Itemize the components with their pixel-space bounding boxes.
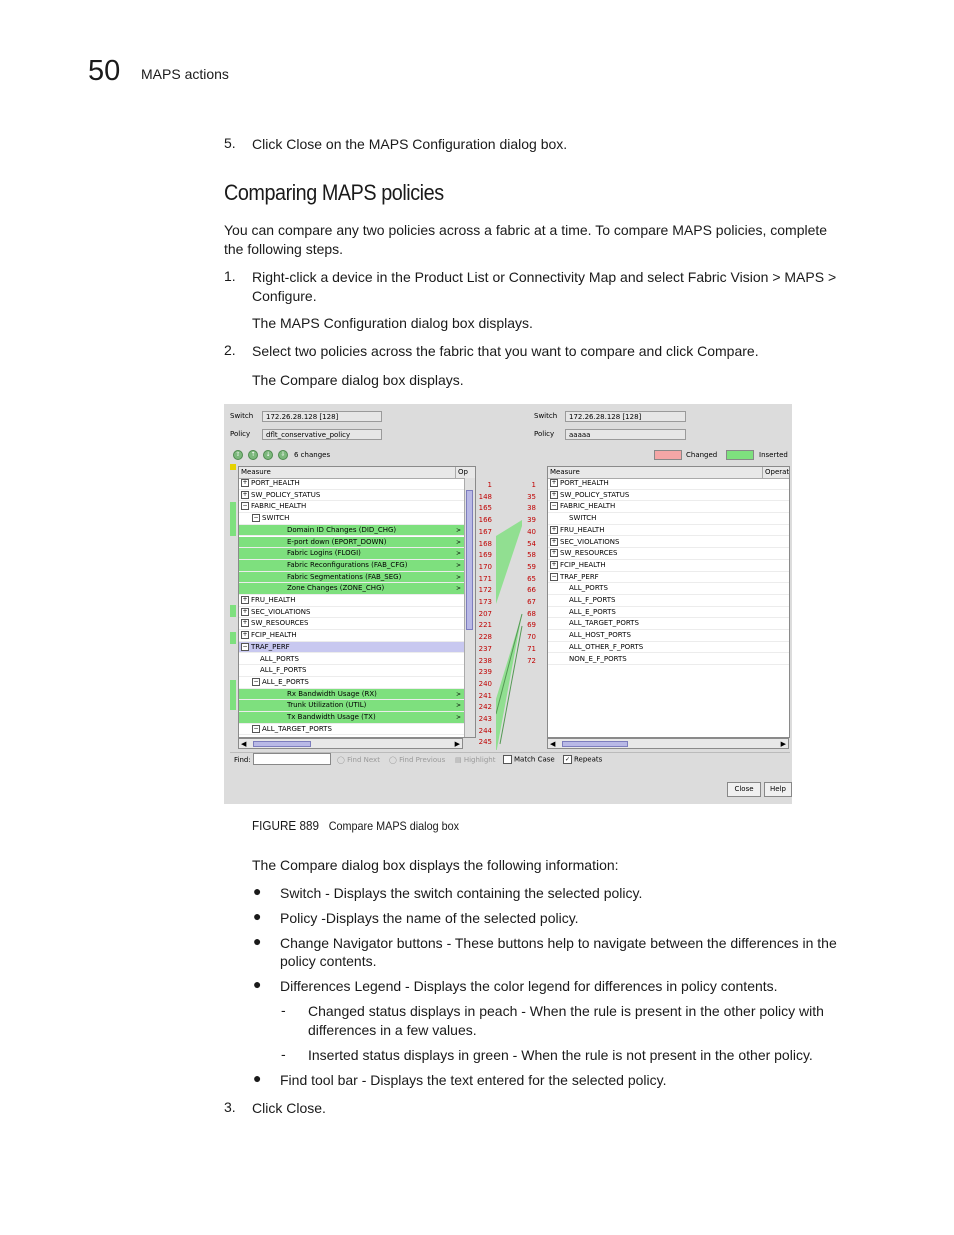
tree-row-label: ALL_HOST_PORTS bbox=[569, 631, 631, 640]
step-text: Click Close. bbox=[252, 1100, 326, 1116]
tree-row-label: ALL_F_PORTS bbox=[569, 596, 616, 604]
bullet-marker: ● bbox=[253, 1070, 262, 1086]
tree-row-label: Trunk Utilization (UTIL) bbox=[287, 701, 367, 710]
tree-row[interactable] bbox=[548, 618, 789, 630]
line-number: 148 bbox=[478, 492, 492, 501]
first-change-icon[interactable]: ⇧ bbox=[233, 450, 243, 460]
tree-row-label: FRU_HEALTH bbox=[251, 596, 296, 604]
tree-row-label: ALL_E_PORTS bbox=[569, 607, 616, 616]
line-number: 59 bbox=[527, 562, 536, 571]
scroll-thumb[interactable] bbox=[562, 741, 628, 747]
sub-bullet-item: Changed status displays in peach - When the rule is present in the other policy with bbox=[308, 1003, 824, 1019]
right-policy-field: aaaaa bbox=[565, 429, 686, 440]
find-input[interactable] bbox=[253, 753, 331, 765]
line-number: 170 bbox=[478, 562, 492, 571]
bullet-item: Differences Legend - Displays the color legend for differences in policy contents. bbox=[280, 978, 778, 994]
tree-row[interactable] bbox=[239, 689, 465, 701]
line-number: 238 bbox=[478, 656, 492, 665]
tree-row-label: E-port down (EPORT_DOWN) bbox=[287, 537, 387, 546]
tree-row-label: FCIP_HEALTH bbox=[251, 631, 297, 640]
row-arrow-icon: > bbox=[455, 702, 461, 710]
line-number: 40 bbox=[527, 527, 536, 536]
expand-icon[interactable]: + bbox=[242, 619, 248, 627]
tree-row[interactable] bbox=[548, 548, 789, 560]
tree-row[interactable] bbox=[239, 618, 465, 630]
bullet-item: Policy -Displays the name of the selected policy. bbox=[280, 910, 579, 926]
tree-row[interactable] bbox=[239, 677, 465, 689]
tree-row[interactable] bbox=[548, 537, 789, 549]
tree-row[interactable] bbox=[239, 665, 465, 677]
left-policy-field: dflt_conservative_policy bbox=[262, 429, 382, 440]
tree-row-label: Fabric Logins (FLOGI) bbox=[287, 549, 361, 558]
collapse-icon[interactable]: − bbox=[253, 677, 259, 685]
chapter-title: MAPS actions bbox=[141, 66, 229, 82]
row-arrow-icon: > bbox=[455, 585, 461, 593]
line-number: 72 bbox=[527, 656, 536, 665]
tree-row[interactable] bbox=[239, 654, 465, 666]
expand-icon[interactable]: + bbox=[551, 549, 557, 557]
scroll-left-icon[interactable]: ◀ bbox=[241, 740, 247, 748]
repeats-checkbox[interactable]: ✓ Repeats bbox=[564, 755, 603, 764]
figure-caption: FIGURE 889 Compare MAPS dialog box bbox=[252, 818, 460, 833]
find-previous-button[interactable]: ◯ Find Previous bbox=[389, 756, 446, 764]
tree-row-label: TRAF_PERF bbox=[560, 572, 599, 581]
tree-row-label: PORT_HEALTH bbox=[560, 479, 609, 487]
line-number: 237 bbox=[478, 644, 492, 653]
sub-bullet-item: Inserted status displays in green - When the rule is not present in the other policy. bbox=[308, 1047, 813, 1063]
tree-row-label: NON_E_F_PORTS bbox=[569, 654, 627, 663]
operator-column-header[interactable]: Operat bbox=[762, 467, 789, 478]
step-text: Click Close on the MAPS Configuration dialog box. bbox=[252, 136, 568, 152]
collapse-icon[interactable]: − bbox=[242, 642, 248, 650]
inserted-legend-swatch bbox=[726, 450, 754, 460]
tree-row[interactable] bbox=[239, 712, 465, 724]
row-arrow-icon: > bbox=[455, 526, 461, 534]
scroll-left-icon[interactable]: ◀ bbox=[550, 740, 556, 748]
match-case-checkbox[interactable]: Match Case bbox=[503, 755, 555, 764]
bullet-item: Switch - Displays the switch containing the selected policy. bbox=[280, 885, 643, 901]
line-number: 66 bbox=[527, 586, 536, 595]
tree-row-label: FABRIC_HEALTH bbox=[560, 502, 616, 511]
sub-bullet-item-cont: differences in a few values. bbox=[308, 1022, 477, 1038]
right-horizontal-scrollbar[interactable] bbox=[547, 738, 789, 749]
gutter-marker bbox=[230, 632, 236, 644]
tree-row[interactable] bbox=[548, 583, 789, 595]
bullet-marker: ● bbox=[253, 883, 262, 899]
row-arrow-icon: > bbox=[455, 538, 461, 546]
tree-row[interactable] bbox=[548, 630, 789, 642]
line-number: 166 bbox=[478, 516, 492, 525]
line-number: 239 bbox=[478, 668, 492, 677]
next-change-icon[interactable]: ↓ bbox=[263, 450, 273, 460]
line-number: 70 bbox=[527, 633, 536, 642]
row-arrow-icon: > bbox=[455, 561, 461, 569]
gutter-marker bbox=[230, 464, 236, 470]
tree-row[interactable] bbox=[239, 607, 465, 619]
right-policy-tree[interactable] bbox=[547, 466, 790, 738]
bullet-marker: ● bbox=[253, 908, 262, 924]
tree-row[interactable] bbox=[548, 572, 789, 584]
tree-row-label: Domain ID Changes (DID_CHG) bbox=[287, 525, 397, 534]
tree-row[interactable] bbox=[548, 560, 789, 572]
tree-row[interactable] bbox=[239, 501, 465, 513]
previous-change-icon[interactable]: ↑ bbox=[248, 450, 258, 460]
left-horizontal-scrollbar[interactable] bbox=[238, 738, 463, 749]
tree-row[interactable] bbox=[239, 595, 465, 607]
expand-icon[interactable]: + bbox=[551, 490, 557, 498]
expand-icon[interactable]: + bbox=[551, 537, 557, 545]
tree-row-label: Rx Bandwidth Usage (RX) bbox=[287, 689, 377, 698]
collapse-icon[interactable]: − bbox=[253, 514, 259, 522]
line-number: 228 bbox=[478, 633, 492, 642]
row-arrow-icon: > bbox=[455, 690, 461, 698]
right-switch-label: Switch bbox=[534, 412, 558, 420]
tree-row[interactable] bbox=[548, 478, 789, 490]
tree-row-label: SW_RESOURCES bbox=[251, 619, 309, 628]
step-number: 2. bbox=[224, 342, 236, 358]
find-label: Find: bbox=[234, 756, 251, 764]
tree-row[interactable] bbox=[239, 560, 465, 572]
row-arrow-icon: > bbox=[455, 714, 461, 721]
measure-column-header[interactable]: Measure bbox=[550, 468, 580, 476]
compare-dialog-screenshot bbox=[224, 404, 792, 804]
bullet-marker: ● bbox=[253, 933, 262, 949]
line-number: 67 bbox=[527, 598, 536, 606]
close-button[interactable]: Close bbox=[727, 782, 761, 797]
line-number: 35 bbox=[527, 492, 536, 501]
tree-row[interactable] bbox=[239, 548, 465, 560]
sub-bullet-marker: - bbox=[281, 1002, 286, 1018]
diff-connectors bbox=[496, 514, 526, 750]
line-number: 243 bbox=[478, 715, 492, 723]
section-title: Comparing MAPS policies bbox=[224, 180, 444, 205]
scroll-right-icon[interactable]: ▶ bbox=[780, 740, 786, 748]
line-number: 54 bbox=[527, 539, 536, 548]
scroll-thumb[interactable] bbox=[466, 490, 473, 630]
tree-row-label: TRAF_PERF bbox=[251, 642, 290, 651]
collapse-icon[interactable]: − bbox=[551, 502, 557, 510]
line-number: 207 bbox=[478, 609, 492, 618]
line-number: 39 bbox=[527, 516, 536, 525]
tree-row[interactable] bbox=[239, 537, 465, 549]
expand-icon[interactable]: + bbox=[551, 479, 557, 486]
changed-legend-label: Changed bbox=[686, 451, 718, 459]
tree-row[interactable] bbox=[548, 490, 789, 502]
tree-row-label: ALL_E_PORTS bbox=[262, 677, 309, 686]
expand-icon[interactable]: + bbox=[242, 490, 248, 498]
line-number: 168 bbox=[478, 539, 492, 548]
tree-row[interactable] bbox=[239, 700, 465, 712]
tree-row[interactable] bbox=[239, 724, 465, 736]
tree-row[interactable] bbox=[239, 583, 465, 595]
tree-row-label: FABRIC_HEALTH bbox=[251, 502, 307, 511]
gutter-marker bbox=[230, 680, 236, 710]
line-number: 38 bbox=[527, 504, 536, 513]
tree-row[interactable] bbox=[239, 572, 465, 584]
tree-row-label: ALL_F_PORTS bbox=[260, 666, 307, 675]
tree-row[interactable] bbox=[548, 642, 789, 654]
expand-icon[interactable]: + bbox=[242, 479, 248, 486]
row-arrow-icon: > bbox=[455, 550, 461, 558]
line-number: 241 bbox=[478, 691, 492, 700]
tree-row-label: ALL_PORTS bbox=[569, 584, 608, 593]
scroll-right-icon[interactable]: ▶ bbox=[454, 740, 460, 748]
line-number: 167 bbox=[478, 527, 492, 536]
tree-row-label: SEC_VIOLATIONS bbox=[560, 537, 620, 546]
step-number: 1. bbox=[224, 268, 236, 284]
tree-row-label: SEC_VIOLATIONS bbox=[251, 607, 311, 616]
tree-row[interactable] bbox=[548, 525, 789, 537]
line-number: 68 bbox=[527, 609, 536, 618]
inserted-legend-label: Inserted bbox=[759, 451, 788, 459]
left-policy-tree[interactable] bbox=[238, 466, 476, 738]
tree-row[interactable] bbox=[548, 595, 789, 607]
chapter-number: 50 bbox=[88, 55, 121, 87]
line-number: 1 bbox=[487, 481, 492, 489]
tree-row[interactable] bbox=[548, 654, 789, 666]
tree-row[interactable] bbox=[239, 513, 465, 525]
tree-row-label: ALL_TARGET_PORTS bbox=[262, 724, 332, 733]
tree-row-label: SW_RESOURCES bbox=[560, 549, 618, 558]
changes-count: 6 changes bbox=[294, 451, 331, 459]
collapse-icon[interactable]: − bbox=[551, 572, 557, 580]
line-number: 242 bbox=[478, 703, 492, 712]
op-column-header[interactable]: Op bbox=[455, 467, 468, 478]
find-next-button[interactable]: ◯ Find Next bbox=[337, 756, 380, 764]
collapse-icon[interactable]: − bbox=[242, 502, 248, 510]
tree-row-label: SWITCH bbox=[569, 514, 597, 523]
line-number: 240 bbox=[478, 679, 492, 688]
tree-row[interactable] bbox=[239, 525, 465, 537]
tree-row[interactable] bbox=[548, 501, 789, 513]
tree-row-label: Tx Bandwidth Usage (TX) bbox=[287, 713, 376, 721]
line-number: 171 bbox=[478, 574, 492, 583]
line-number: 1 bbox=[531, 481, 536, 489]
step-number: 5. bbox=[224, 135, 236, 151]
line-number: 245 bbox=[478, 738, 492, 747]
expand-icon[interactable]: + bbox=[551, 560, 557, 568]
tree-row[interactable] bbox=[239, 490, 465, 502]
step-text: Right-click a device in the Product List or Connectivity Map and select Fabric Vision > MAPS > bbox=[252, 269, 837, 285]
tree-row[interactable] bbox=[239, 478, 465, 490]
measure-column-header[interactable]: Measure bbox=[241, 468, 271, 476]
left-policy-label: Policy bbox=[230, 430, 251, 438]
tree-row-label: ALL_PORTS bbox=[260, 654, 299, 663]
line-number: 169 bbox=[478, 551, 492, 560]
expand-icon[interactable]: + bbox=[551, 525, 557, 533]
tree-row-label: SWITCH bbox=[262, 514, 290, 523]
line-number: 69 bbox=[527, 621, 536, 630]
step-number: 3. bbox=[224, 1099, 236, 1115]
left-switch-label: Switch bbox=[230, 412, 254, 420]
tree-row-label: FRU_HEALTH bbox=[560, 525, 605, 534]
left-switch-field: 172.26.28.128 [128] bbox=[262, 411, 382, 422]
tree-row-label: FCIP_HEALTH bbox=[560, 560, 606, 569]
bullet-item: Change Navigator buttons - These buttons help to navigate between the differences in the bbox=[280, 935, 837, 951]
tree-row[interactable] bbox=[548, 607, 789, 619]
tree-row-label: Fabric Segmentations (FAB_SEG) bbox=[287, 572, 402, 581]
step-subtext: The MAPS Configuration dialog box displays. bbox=[252, 315, 533, 331]
tree-row-label: ALL_OTHER_F_PORTS bbox=[569, 642, 644, 651]
gutter-marker bbox=[230, 605, 236, 617]
line-number: 65 bbox=[527, 574, 536, 583]
bullet-item-cont: policy contents. bbox=[280, 953, 377, 969]
description-intro: The Compare dialog box displays the following information: bbox=[252, 857, 619, 873]
line-number: 71 bbox=[527, 644, 536, 653]
right-switch-field: 172.26.28.128 [128] bbox=[565, 411, 686, 422]
tree-row[interactable] bbox=[239, 630, 465, 642]
step-subtext: The Compare dialog box displays. bbox=[252, 372, 464, 388]
tree-row-label: PORT_HEALTH bbox=[251, 479, 300, 487]
expand-icon[interactable]: + bbox=[242, 596, 248, 603]
expand-icon[interactable]: + bbox=[242, 607, 248, 615]
sub-bullet-marker: - bbox=[281, 1046, 286, 1062]
intro-line-2: the following steps. bbox=[224, 241, 344, 257]
gutter-marker bbox=[230, 502, 236, 536]
changed-legend-swatch bbox=[654, 450, 682, 460]
step-text-cont: Configure. bbox=[252, 288, 317, 304]
scroll-thumb[interactable] bbox=[253, 741, 311, 747]
tree-row-label: Fabric Reconfigurations (FAB_CFG) bbox=[287, 560, 408, 569]
row-arrow-icon: > bbox=[455, 573, 461, 581]
tree-row[interactable] bbox=[548, 513, 789, 525]
right-policy-label: Policy bbox=[534, 430, 555, 438]
expand-icon[interactable]: + bbox=[242, 631, 248, 639]
line-number: 165 bbox=[478, 504, 492, 513]
tree-row-label: ALL_TARGET_PORTS bbox=[569, 619, 639, 628]
bullet-item: Find tool bar - Displays the text entered for the selected policy. bbox=[280, 1072, 667, 1088]
tree-row-label: SW_POLICY_STATUS bbox=[560, 490, 630, 499]
bullet-marker: ● bbox=[253, 976, 262, 992]
highlight-button[interactable]: ▤ Highlight bbox=[455, 756, 496, 764]
line-number: 58 bbox=[527, 551, 536, 560]
help-button[interactable]: Help bbox=[764, 782, 792, 797]
step-text: Select two policies across the fabric that you want to compare and click Compare. bbox=[252, 343, 759, 359]
line-number: 172 bbox=[478, 586, 492, 595]
last-change-icon[interactable]: ⇩ bbox=[278, 450, 288, 460]
intro-line-1: You can compare any two policies across a fabric at a time. To compare MAPS policies, complete bbox=[224, 222, 828, 238]
line-number: 244 bbox=[478, 726, 492, 735]
tree-row-label: SW_POLICY_STATUS bbox=[251, 490, 321, 499]
tree-row[interactable] bbox=[239, 642, 465, 654]
line-number: 173 bbox=[478, 598, 492, 606]
tree-row-label: Zone Changes (ZONE_CHG) bbox=[287, 584, 385, 593]
collapse-icon[interactable]: − bbox=[253, 724, 259, 732]
line-number: 221 bbox=[478, 621, 492, 630]
